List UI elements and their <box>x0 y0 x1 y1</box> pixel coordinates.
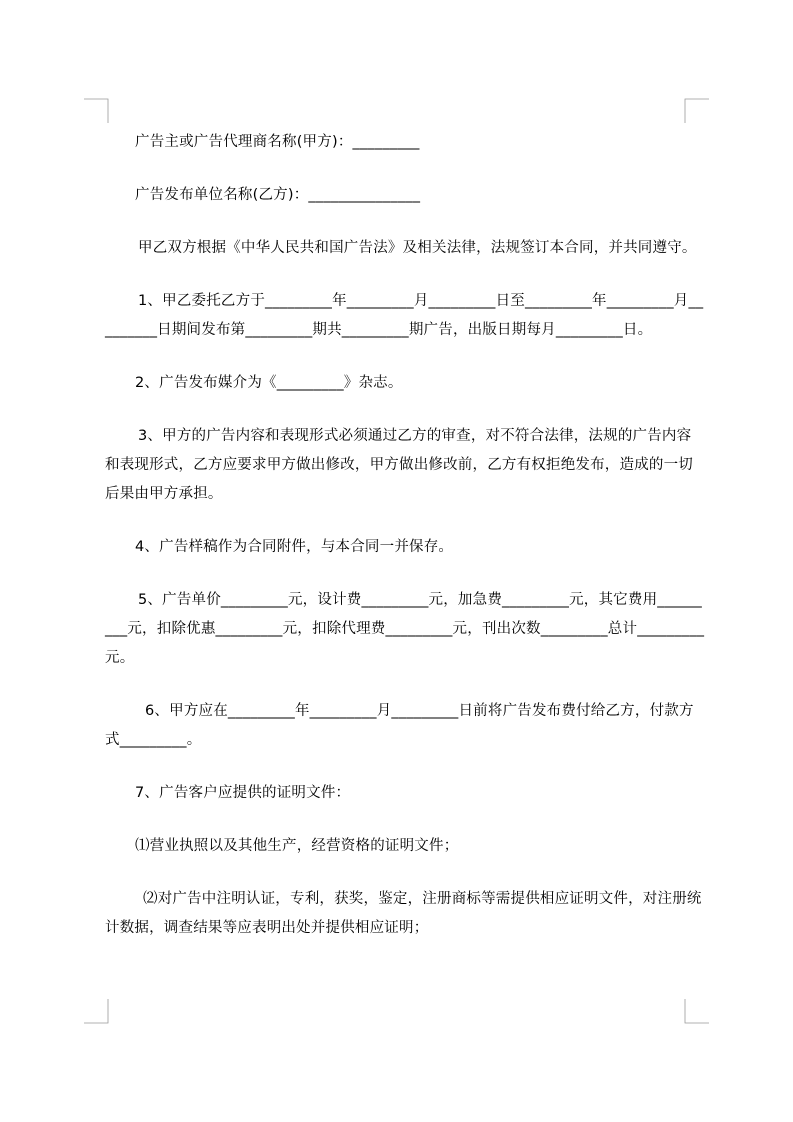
clause-1-publication-period: 1、甲乙委托乙方于_________年_________月_________日至_________年_________月_________日期间发布第_________期共_________期广告，出版日期每月_________日。 <box>105 293 704 338</box>
crop-mark-top-right <box>685 99 709 123</box>
clause-7-certificates: 7、广告客户应提供的证明文件： <box>135 785 351 801</box>
crop-mark-bottom-left <box>84 999 108 1023</box>
clause-6-payment: 6、甲方应在_________年_________月_________日前将广告发布费付给乙方，付款方式_________。 <box>105 703 694 748</box>
clause-7-item-2: ⑵对广告中注明认证，专利，获奖，鉴定，注册商标等需提供相应证明文件，对注册统计数据，调查结果等应表明出处并提供相应证明； <box>105 891 702 936</box>
crop-mark-bottom-right <box>685 999 709 1023</box>
party-b-name-line: 广告发布单位名称(乙方)：_______________ <box>135 187 421 203</box>
preamble-paragraph: 甲乙双方根据《中华人民共和国广告法》及相关法律，法规签订本合同，并共同遵守。 <box>138 240 697 256</box>
clause-7-item-1: ⑴营业执照以及其他生产，经营资格的证明文件； <box>135 838 459 854</box>
clause-5-fees: 5、广告单价_________元，设计费_________元，加急费_________元，其它费用_________元，扣除优惠_________元，扣除代理费_________元，刊出次数_________总计_________元。 <box>105 592 705 666</box>
contract-body <box>105 128 705 967</box>
clause-2-media: 2、广告发布媒介为《_________》杂志。 <box>135 375 403 391</box>
crop-mark-top-left <box>84 99 108 123</box>
party-a-name-line: 广告主或广告代理商名称(甲方)：_________ <box>135 134 420 150</box>
clause-4-sample-draft: 4、广告样稿作为合同附件，与本合同一并保存。 <box>135 539 454 555</box>
clause-3-content-review: 3、甲方的广告内容和表现形式必须通过乙方的审查，对不符合法律，法规的广告内容和表现形式，乙方应要求甲方做出修改，甲方做出修改前，乙方有权拒绝发布，造成的一切后果由甲方承担。 <box>105 428 693 502</box>
